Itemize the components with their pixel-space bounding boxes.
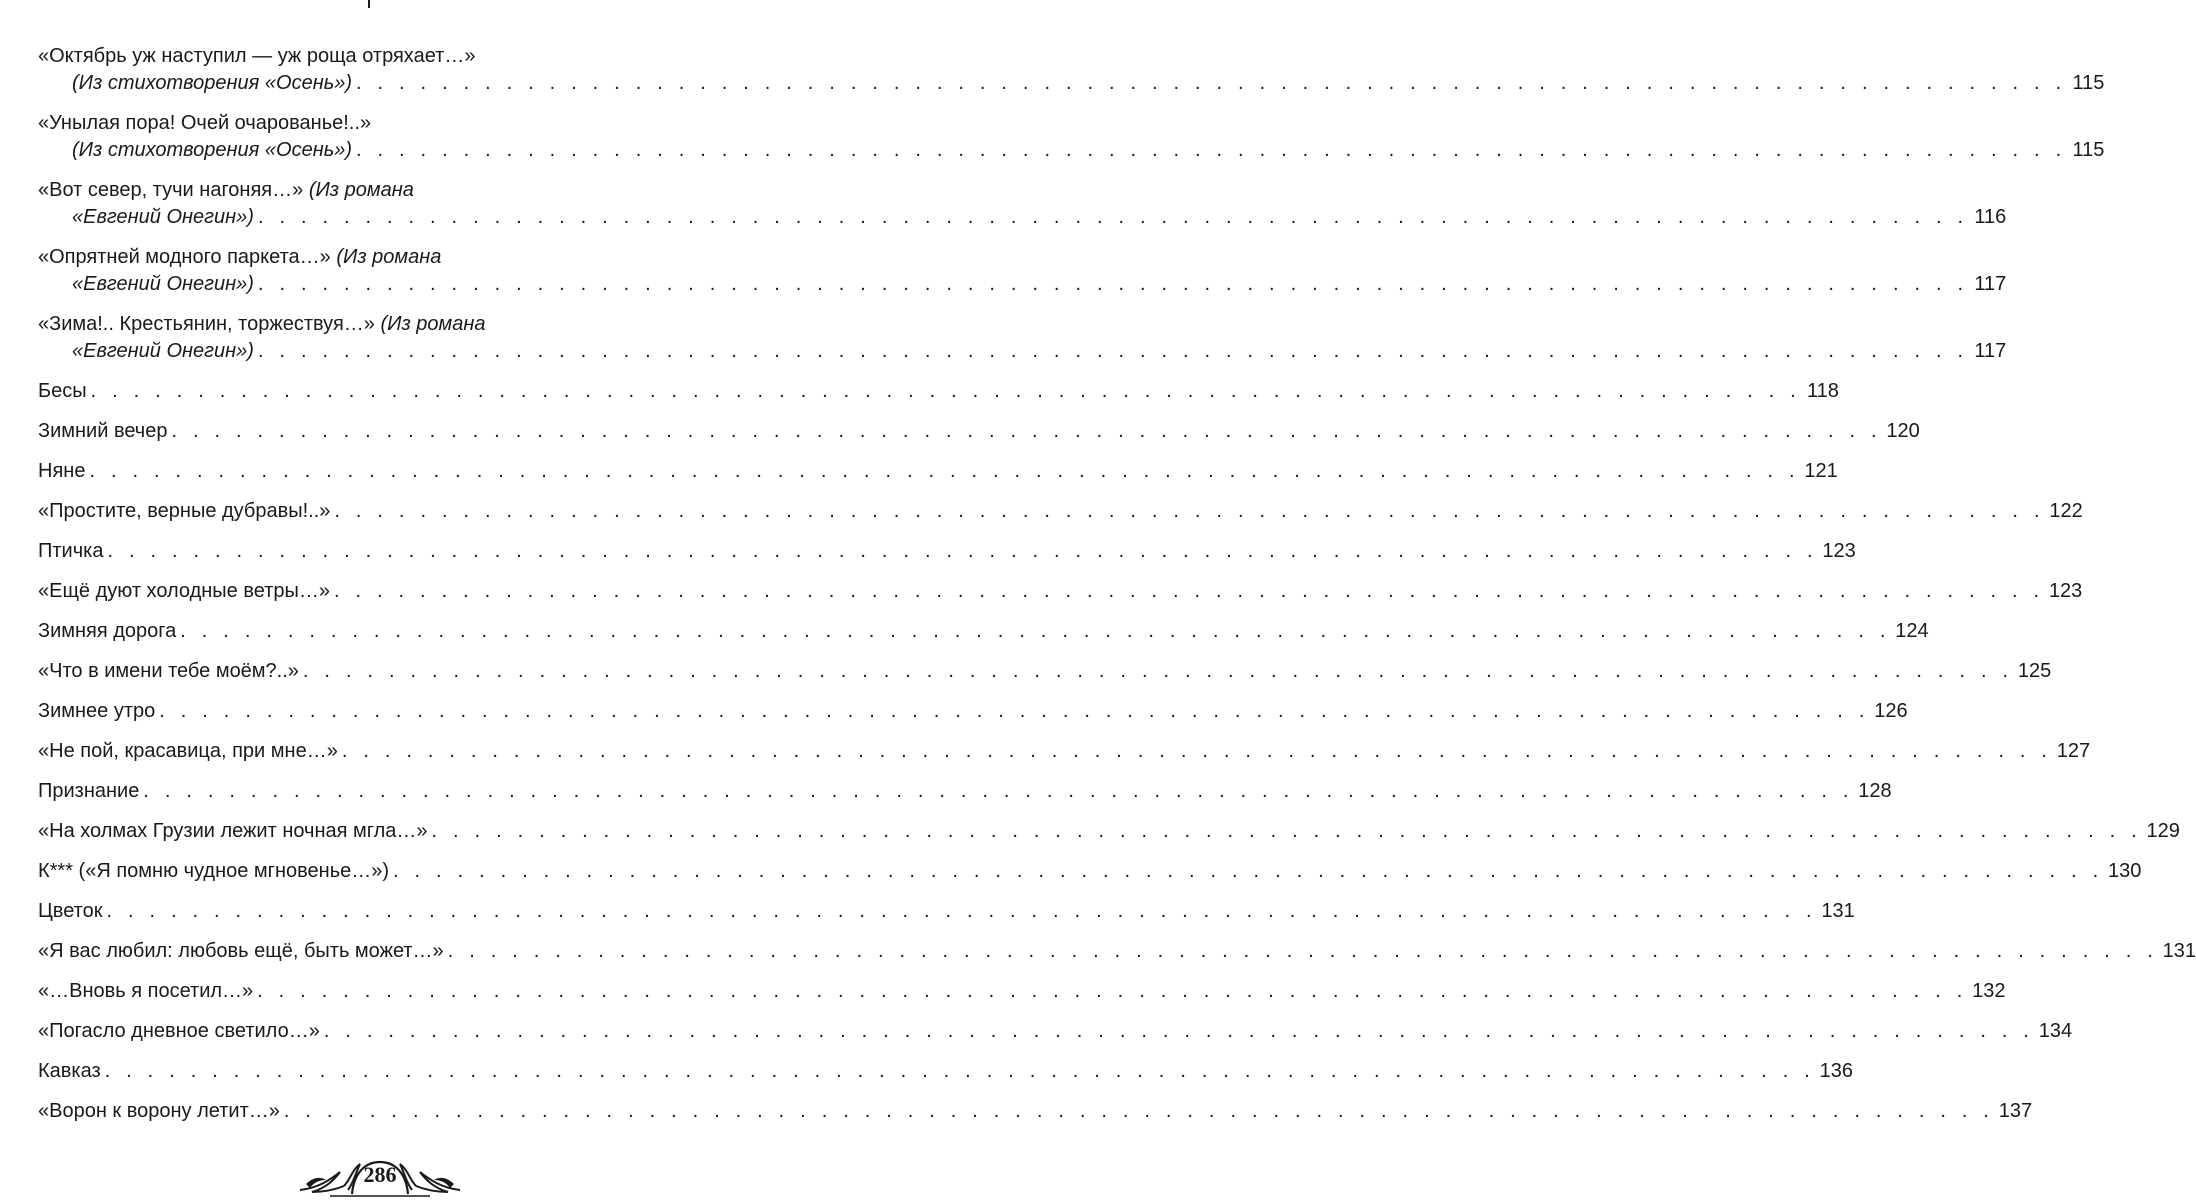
toc-line <box>38 137 2105 163</box>
toc-title-text: Зимний вечер <box>38 420 168 442</box>
toc-title <box>38 978 253 1004</box>
toc-title-text: «Вот север, тучи нагоняя…» <box>38 179 309 201</box>
toc-title-text: «Что в имени тебе моём?..» <box>38 660 299 682</box>
toc-title <box>72 271 254 297</box>
toc-line <box>38 378 1839 404</box>
toc-page-number: 126 <box>1874 700 1908 722</box>
dot-leader: . . . . . . . . . . . . . . . . . . . . . . . . . . . . . . . . . . . . . . . . . . . . . . . . . . . . . . . . . . . . . . . . . . . . . . . . . . . . . . . . <box>180 620 1891 642</box>
toc-line <box>38 271 2007 297</box>
toc-line <box>38 658 2052 684</box>
dot-leader: . . . . . . . . . . . . . . . . . . . . . . . . . . . . . . . . . . . . . . . . . . . . . . . . . . . . . . . . . . . . . . . . . . . . . . . . . . . . . . . . <box>356 72 2067 94</box>
toc-source-note: (Из романа <box>380 313 486 335</box>
toc-title-text: Зимняя дорога <box>38 620 177 642</box>
toc-line <box>38 898 1855 924</box>
toc-title-text: Зимнее утро <box>38 700 156 722</box>
toc-title-text: «Ворон к ворону летит…» <box>38 1100 280 1122</box>
toc-page-number: 120 <box>1886 420 1920 442</box>
toc-title <box>38 538 103 564</box>
toc-source-note: «Евгений Онегин») <box>72 206 254 228</box>
toc-page-number: 129 <box>2146 820 2180 842</box>
ornament-left <box>300 1172 344 1192</box>
toc-title <box>38 938 444 964</box>
toc-title <box>38 378 87 404</box>
toc-line <box>38 538 1856 564</box>
dot-leader: . . . . . . . . . . . . . . . . . . . . . . . . . . . . . . . . . . . . . . . . . . . . . . . . . . . . . . . . . . . . . . . . . . . . . . . . . . . . . . . . <box>323 1020 2035 1042</box>
toc-page-number: 115 <box>2072 139 2105 161</box>
dot-leader: . . . . . . . . . . . . . . . . . . . . . . . . . . . . . . . . . . . . . . . . . . . . . . . . . . . . . . . . . . . . . . . . . . . . . . . . . . . . . . . . <box>302 660 2014 682</box>
toc-line <box>38 177 728 203</box>
dot-leader: . . . . . . . . . . . . . . . . . . . . . . . . . . . . . . . . . . . . . . . . . . . . . . . . . . . . . . . . . . . . . . . . . . . . . . . . . . . . . . . . <box>171 420 1882 442</box>
dot-leader: . . . . . . . . . . . . . . . . . . . . . . . . . . . . . . . . . . . . . . . . . . . . . . . . . . . . . . . . . . . . . . . . . . . . . . . . . . . . . . . . <box>341 740 2053 762</box>
toc-title-text: «На холмах Грузии лежит ночная мгла…» <box>38 820 428 842</box>
dot-leader: . . . . . . . . . . . . . . . . . . . . . . . . . . . . . . . . . . . . . . . . . . . . . . . . . . . . . . . . . . . . . . . . . . . . . . . . . . . . . . . . <box>257 980 1968 1002</box>
dot-leader: . . . . . . . . . . . . . . . . . . . . . . . . . . . . . . . . . . . . . . . . . . . . . . . . . . . . . . . . . . . . . . . . . . . . . . . . . . . . . . . . <box>334 580 2045 602</box>
toc-page-number: 128 <box>1858 780 1892 802</box>
toc-page-number: 134 <box>2038 1020 2073 1042</box>
toc-page-number: 117 <box>1974 273 2007 295</box>
toc-page-number: 131 <box>1821 900 1855 922</box>
toc-title <box>38 1058 101 1084</box>
toc-line <box>38 458 1838 484</box>
toc-line <box>38 738 2091 764</box>
toc-title <box>38 898 102 924</box>
toc-title <box>72 204 254 230</box>
toc-title <box>38 578 330 604</box>
toc-line <box>38 698 1908 724</box>
toc-title <box>38 858 389 884</box>
toc-source-note: «Евгений Онегин») <box>72 273 254 295</box>
dot-leader: . . . . . . . . . . . . . . . . . . . . . . . . . . . . . . . . . . . . . . . . . . . . . . . . . . . . . . . . . . . . . . . . . . . . . . . . . . . . . . . . <box>257 340 1969 362</box>
toc-line <box>38 938 2196 964</box>
toc-title <box>72 70 352 96</box>
dot-leader: . . . . . . . . . . . . . . . . . . . . . . . . . . . . . . . . . . . . . . . . . . . . . . . . . . . . . . . . . . . . . . . . . . . . . . . . . . . . . . . . <box>431 820 2142 842</box>
toc-title-text: «Простите, верные дубравы!..» <box>38 500 331 522</box>
toc-page-number: 124 <box>1895 620 1929 642</box>
toc-title-text: Кавказ <box>38 1060 101 1082</box>
dot-leader: . . . . . . . . . . . . . . . . . . . . . . . . . . . . . . . . . . . . . . . . . . . . . . . . . . . . . . . . . . . . . . . . . . . . . . . . . . . . . . . . <box>334 500 2045 522</box>
dot-leader: . . . . . . . . . . . . . . . . . . . . . . . . . . . . . . . . . . . . . . . . . . . . . . . . . . . . . . . . . . . . . . . . . . . . . . . . . . . . . . . . <box>143 780 1854 802</box>
toc-line <box>38 338 2007 364</box>
toc-page-number: 136 <box>1819 1060 1853 1082</box>
toc-title-text: «Унылая пора! Очей очарованье!..» <box>38 112 372 134</box>
toc-source-note: «Евгений Онегин») <box>72 340 254 362</box>
toc-title <box>72 338 254 364</box>
toc-page-number: 118 <box>1807 380 1839 402</box>
toc-title-text: «…Вновь я посетил…» <box>38 980 254 1002</box>
toc-title <box>38 618 176 644</box>
page-footer <box>0 1150 760 1200</box>
toc-source-note: (Из романа <box>336 246 442 268</box>
dot-leader: . . . . . . . . . . . . . . . . . . . . . . . . . . . . . . . . . . . . . . . . . . . . . . . . . . . . . . . . . . . . . . . . . . . . . . . . . . . . . . . . <box>90 380 1801 402</box>
toc-line <box>38 311 728 337</box>
toc-line <box>38 498 2083 524</box>
toc-title <box>38 418 167 444</box>
toc-line <box>38 1098 2033 1124</box>
toc-line <box>38 204 2007 230</box>
toc-line <box>38 110 728 136</box>
toc-page-number: 115 <box>2072 72 2105 94</box>
toc-title <box>38 498 330 524</box>
toc-title-text: Цветок <box>38 900 103 922</box>
dot-leader: . . . . . . . . . . . . . . . . . . . . . . . . . . . . . . . . . . . . . . . . . . . . . . . . . . . . . . . . . . . . . . . . . . . . . . . . . . . . . . . . <box>447 940 2158 962</box>
toc-source-note: (Из стихотворения «Осень») <box>72 72 353 94</box>
toc-page-number: 127 <box>2056 740 2091 762</box>
toc-line <box>38 618 1929 644</box>
toc-page-number: 117 <box>1974 340 2007 362</box>
toc-line <box>38 1018 2073 1044</box>
toc-title-text: «Опрятней модного паркета…» <box>38 246 337 268</box>
toc-page-number: 123 <box>1822 540 1856 562</box>
page-number: 286 <box>363 1162 397 1187</box>
toc-title <box>38 177 414 203</box>
toc-page-number: 122 <box>2049 500 2083 522</box>
ornament-right <box>416 1172 460 1192</box>
toc-page-number: 123 <box>2048 580 2083 602</box>
toc-line <box>38 578 2083 604</box>
toc-title <box>38 738 338 764</box>
toc-line <box>38 978 2006 1004</box>
toc-title <box>38 311 486 337</box>
toc-page-number: 137 <box>1998 1100 2033 1122</box>
toc-title <box>38 1018 320 1044</box>
toc-title-text: «Ещё дуют холодные ветры…» <box>38 580 330 602</box>
dot-leader: . . . . . . . . . . . . . . . . . . . . . . . . . . . . . . . . . . . . . . . . . . . . . . . . . . . . . . . . . . . . . . . . . . . . . . . . . . . . . . . . <box>89 460 1800 482</box>
toc-source-note: (Из стихотворения «Осень») <box>72 139 353 161</box>
toc-title-text: «Я вас любил: любовь ещё, быть может…» <box>38 940 444 962</box>
toc-page-number: 132 <box>1972 980 2006 1002</box>
dot-leader: . . . . . . . . . . . . . . . . . . . . . . . . . . . . . . . . . . . . . . . . . . . . . . . . . . . . . . . . . . . . . . . . . . . . . . . . . . . . . . . . <box>107 540 1818 562</box>
dot-leader: . . . . . . . . . . . . . . . . . . . . . . . . . . . . . . . . . . . . . . . . . . . . . . . . . . . . . . . . . . . . . . . . . . . . . . . . . . . . . . . . <box>106 900 1817 922</box>
toc-title <box>38 658 299 684</box>
dot-leader: . . . . . . . . . . . . . . . . . . . . . . . . . . . . . . . . . . . . . . . . . . . . . . . . . . . . . . . . . . . . . . . . . . . . . . . . . . . . . . . . <box>356 139 2067 161</box>
dot-leader: . . . . . . . . . . . . . . . . . . . . . . . . . . . . . . . . . . . . . . . . . . . . . . . . . . . . . . . . . . . . . . . . . . . . . . . . . . . . . . . . <box>104 1060 1815 1082</box>
toc-title <box>38 698 155 724</box>
toc-line <box>38 418 1920 444</box>
toc-line <box>38 70 2105 96</box>
toc-title-text: «Зима!.. Крестьянин, торжествуя…» <box>38 313 381 335</box>
toc-title <box>38 818 428 844</box>
toc-title-text: Птичка <box>38 540 104 562</box>
toc-page-number: 116 <box>1974 206 2007 228</box>
toc-title <box>38 244 441 270</box>
toc-title <box>38 458 85 484</box>
toc-title-text: К*** («Я помню чудное мгновенье…») <box>38 860 390 882</box>
toc-line <box>38 778 1892 804</box>
toc-page-number: 130 <box>2107 860 2142 882</box>
toc-title-text: Бесы <box>38 380 87 402</box>
toc-title-text: «Погасло дневное светило…» <box>38 1020 320 1042</box>
toc-title-text: Няне <box>38 460 86 482</box>
toc-line <box>38 244 728 270</box>
toc-title-text: «Октябрь уж наступил — уж роща отряхает…» <box>38 45 476 67</box>
toc-page-number: 125 <box>2017 660 2052 682</box>
toc-page-number: 131 <box>2162 940 2196 962</box>
toc-line <box>38 818 2180 844</box>
dot-leader: . . . . . . . . . . . . . . . . . . . . . . . . . . . . . . . . . . . . . . . . . . . . . . . . . . . . . . . . . . . . . . . . . . . . . . . . . . . . . . . . <box>283 1100 1995 1122</box>
toc-title <box>72 137 352 163</box>
toc-title-text: «Не пой, красавица, при мне…» <box>38 740 338 762</box>
toc-title <box>38 778 139 804</box>
toc-page-number: 121 <box>1804 460 1838 482</box>
dot-leader: . . . . . . . . . . . . . . . . . . . . . . . . . . . . . . . . . . . . . . . . . . . . . . . . . . . . . . . . . . . . . . . . . . . . . . . . . . . . . . . . <box>257 273 1969 295</box>
toc-title <box>38 110 371 136</box>
toc-title <box>38 43 475 69</box>
dot-leader: . . . . . . . . . . . . . . . . . . . . . . . . . . . . . . . . . . . . . . . . . . . . . . . . . . . . . . . . . . . . . . . . . . . . . . . . . . . . . . . . <box>159 700 1870 722</box>
toc-title <box>38 1098 280 1124</box>
toc-title-text: Признание <box>38 780 140 802</box>
dot-leader: . . . . . . . . . . . . . . . . . . . . . . . . . . . . . . . . . . . . . . . . . . . . . . . . . . . . . . . . . . . . . . . . . . . . . . . . . . . . . . . . <box>257 206 1969 228</box>
top-edge-mark <box>368 0 370 8</box>
toc-line <box>38 1058 1853 1084</box>
toc-line <box>38 43 728 69</box>
dot-leader: . . . . . . . . . . . . . . . . . . . . . . . . . . . . . . . . . . . . . . . . . . . . . . . . . . . . . . . . . . . . . . . . . . . . . . . . . . . . . . . . <box>393 860 2104 882</box>
toc-source-note: (Из романа <box>308 179 414 201</box>
toc-line <box>38 858 2142 884</box>
